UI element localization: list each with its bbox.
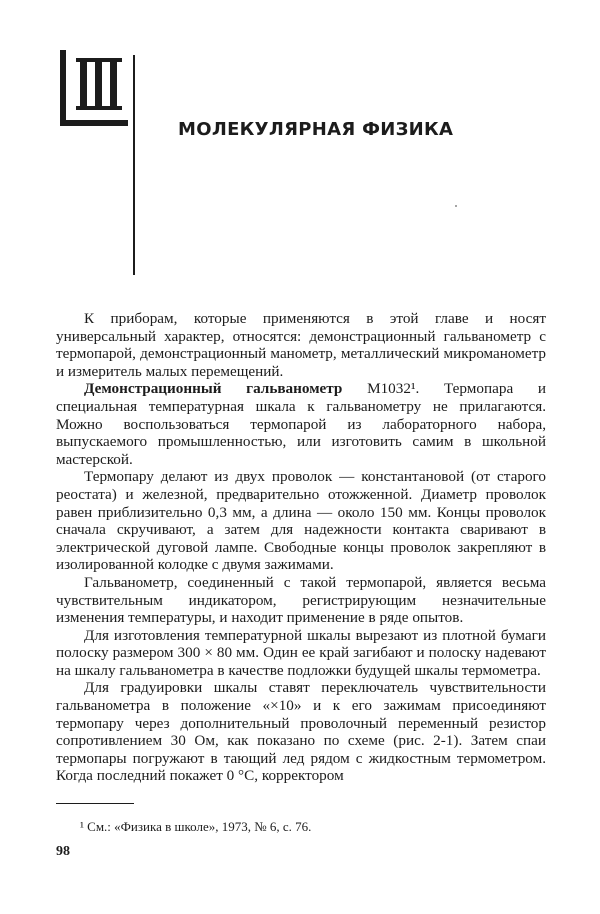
page-number: 98 bbox=[56, 844, 70, 859]
paragraph bbox=[56, 627, 546, 680]
term-heading: Демонстрационный гальванометр bbox=[84, 380, 343, 398]
paragraph bbox=[56, 679, 546, 785]
chapter-emblem bbox=[60, 50, 128, 126]
paragraph-text: Гальванометр, соединенный с такой термопарой, является весьма чувствительным индикатором, регистрирующим незначительные изменения температуры, и находит применение в ряде опытов. bbox=[56, 573, 546, 627]
paragraph-text: М1032¹. Термопара и специальная температурная шкала к гальванометру не прилагаются. Можно воспользоваться термопарой из лабораторного набора, выпускаемого промышленностью, или изготовить самим в школьной мастерской. bbox=[56, 380, 546, 468]
print-speck bbox=[455, 205, 457, 207]
paragraph-text: Для изготовления температурной шкалы вырезают из плотной бумаги полоску размером 300 × 80 мм. Один ее край загибают и полоску надевают на шкалу гальванометра в качестве подложки будущей шкалы термометра. bbox=[56, 626, 546, 679]
paragraph bbox=[56, 468, 546, 574]
paragraph-text: Термопару делают из двух проволок — константановой (от старого реостата) и железной, предварительно отожженной. Диаметр проволок равен приблизительно 0,3 мм, а длина — около 150 мм. Концы проволок сначала скручивают, а затем для надежности контакта сваривают в электрической дуговой лампе. Свободные концы проволок закрепляют в изолированной колодке с двумя зажимами. bbox=[56, 468, 546, 574]
paragraph bbox=[56, 574, 546, 627]
paragraph bbox=[56, 380, 546, 468]
footnote-rule bbox=[56, 803, 134, 804]
chapter-vertical-rule bbox=[133, 55, 135, 275]
paragraph bbox=[56, 310, 546, 380]
footnote: ¹ См.: «Физика в школе», 1973, № 6, с. 76. bbox=[80, 819, 312, 834]
paragraph-text: К приборам, которые применяются в этой главе и носят универсальный характер, относятся: демонстрационный гальванометр с термопарой, демонстрационный манометр, металлический микроманометр и измеритель малых перемещений. bbox=[56, 310, 546, 380]
paragraph-text: Для градуировки шкалы ставят переключатель чувствительности гальванометра в положение «×10» и к его зажимам присоединяют термопару через дополнительный проволочный переменный резистор сопротивлением 30 Ом, как показано по схеме (рис. 2-1). Затем спаи термопары погружают в тающий лед рядом с жидкостным термометром. Когда последний покажет 0 °С, корректором bbox=[56, 679, 546, 785]
chapter-numeral-iii-emblem bbox=[60, 50, 128, 126]
body-text bbox=[56, 310, 546, 785]
chapter-title: МОЛЕКУЛЯРНАЯ ФИЗИКА bbox=[178, 119, 454, 140]
